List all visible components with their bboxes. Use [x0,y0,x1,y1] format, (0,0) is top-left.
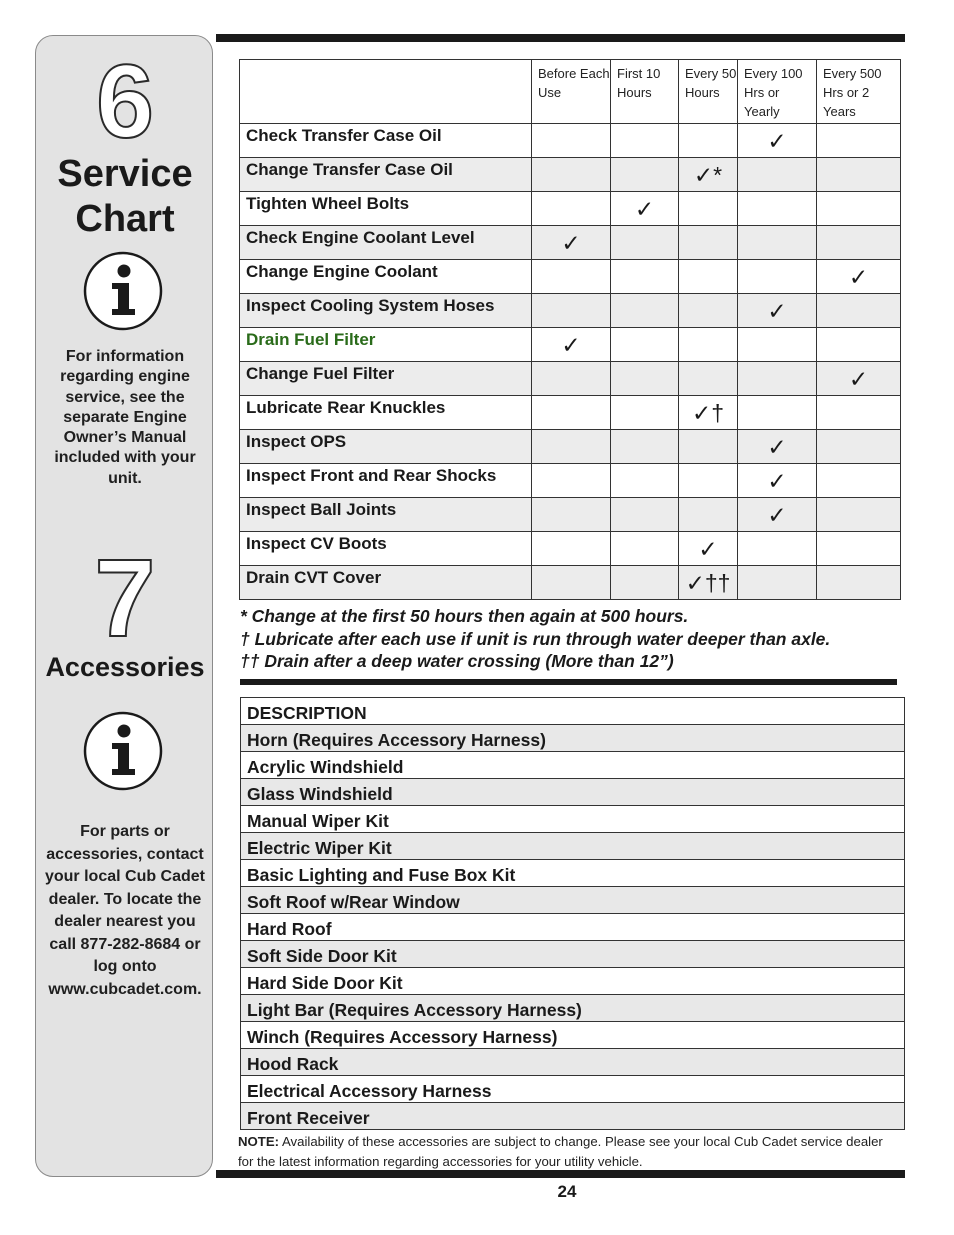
accessory-item: Hood Rack [241,1049,905,1076]
service-task: Lubricate Rear Knuckles [240,396,532,430]
page-number: 24 [557,1182,577,1201]
check-mark: ✓†† [685,569,731,596]
accessory-item: Hard Roof [241,914,905,941]
interval-cell [738,396,817,430]
interval-cell [532,328,611,362]
interval-cell [679,566,738,600]
interval-cell [817,532,901,566]
task-column-header [240,60,532,124]
check-mark: ✓ [767,297,787,324]
service-task: Change Fuel Filter [240,362,532,396]
check-mark: ✓ [698,535,718,562]
accessory-row [241,752,905,779]
interval-cell [738,124,817,158]
interval-cell [611,396,679,430]
accessory-item: Horn (Requires Accessory Harness) [241,725,905,752]
service-row [240,192,901,226]
service-chart-header-row [240,60,901,124]
check-mark: ✓ [767,501,787,528]
engine-service-note: For information regarding engine service, see the separate Engine Owner’s Manual included with your unit. [54,348,196,487]
interval-cell [532,532,611,566]
accessory-row [241,860,905,887]
check-mark: ✓ [767,127,787,154]
service-row [240,532,901,566]
interval-cell [532,396,611,430]
accessories-header: DESCRIPTION [241,698,905,725]
section-title-service-chart [36,152,214,242]
service-row [240,226,901,260]
service-chart-footnotes [240,605,830,673]
interval-cell [611,362,679,396]
interval-cell [738,498,817,532]
service-task: Drain CVT Cover [240,566,532,600]
accessories-note [238,1132,898,1172]
note-label: NOTE: [238,1134,280,1149]
interval-header: First 10 Hours [611,60,679,124]
interval-cell [738,294,817,328]
service-row [240,294,901,328]
service-row [240,328,901,362]
interval-cell [817,192,901,226]
interval-cell [532,158,611,192]
interval-cell [679,226,738,260]
accessories-header-row [241,698,905,725]
interval-cell [611,430,679,464]
check-mark: ✓† [691,399,725,426]
info-icon [83,251,163,331]
interval-cell [817,464,901,498]
accessory-item: Basic Lighting and Fuse Box Kit [241,860,905,887]
accessory-item: Electric Wiper Kit [241,833,905,860]
service-task: Inspect Ball Joints [240,498,532,532]
interval-cell [679,396,738,430]
sidebar [35,35,213,1177]
interval-cell [738,430,817,464]
interval-cell [532,566,611,600]
interval-cell [738,192,817,226]
interval-cell [738,226,817,260]
interval-cell [817,294,901,328]
footnote: * Change at the first 50 hours then again at 500 hours. [240,606,689,626]
accessory-item: Winch (Requires Accessory Harness) [241,1022,905,1049]
accessory-row [241,914,905,941]
accessory-row [241,995,905,1022]
bottom-rule [216,1170,905,1178]
check-mark: ✓ [561,229,581,256]
interval-header: Before Each Use [532,60,611,124]
service-row [240,498,901,532]
interval-cell [738,464,817,498]
service-row [240,158,901,192]
interval-cell [532,294,611,328]
service-row [240,260,901,294]
interval-cell [738,158,817,192]
service-row [240,464,901,498]
interval-cell [817,226,901,260]
accessory-item: Soft Side Door Kit [241,941,905,968]
interval-header: Every 100 Hrs or Yearly [738,60,817,124]
service-row [240,396,901,430]
interval-cell [817,158,901,192]
accessory-item: Manual Wiper Kit [241,806,905,833]
accessory-row [241,941,905,968]
interval-cell [611,294,679,328]
accessory-row [241,833,905,860]
interval-cell [611,532,679,566]
accessory-item: Light Bar (Requires Accessory Harness) [241,995,905,1022]
interval-cell [679,124,738,158]
note-text: Availability of these accessories are subject to change. Please see your local Cub Cadet service dealer for the latest information regarding accessories for your utility vehicle. [238,1134,883,1169]
service-row [240,566,901,600]
info-icon [83,711,163,791]
interval-cell [817,260,901,294]
interval-cell [532,192,611,226]
interval-cell [679,464,738,498]
interval-cell [817,498,901,532]
service-task: Change Engine Coolant [240,260,532,294]
interval-cell [817,362,901,396]
accessory-item: Hard Side Door Kit [241,968,905,995]
interval-cell [817,396,901,430]
service-task: Check Engine Coolant Level [240,226,532,260]
interval-cell [532,226,611,260]
interval-cell [679,192,738,226]
interval-header: Every 50 Hours [679,60,738,124]
accessory-item: Soft Roof w/Rear Window [241,887,905,914]
interval-cell [611,566,679,600]
interval-cell [738,362,817,396]
interval-cell [679,498,738,532]
service-row [240,362,901,396]
accessory-row [241,1049,905,1076]
interval-cell [611,328,679,362]
interval-cell [679,328,738,362]
accessory-item: Acrylic Windshield [241,752,905,779]
interval-cell [532,498,611,532]
interval-cell [817,328,901,362]
service-task: Inspect Front and Rear Shocks [240,464,532,498]
accessory-item: Glass Windshield [241,779,905,806]
service-chart-table [239,59,901,600]
interval-cell [532,362,611,396]
interval-cell [611,124,679,158]
check-mark: ✓ [561,331,581,358]
service-task: Change Transfer Case Oil [240,158,532,192]
service-task: Inspect CV Boots [240,532,532,566]
interval-cell [532,430,611,464]
interval-cell [817,124,901,158]
section-title-line1: Service [57,153,193,195]
check-mark: ✓ [634,195,655,222]
accessories-table [240,697,905,1130]
service-row [240,430,901,464]
check-mark: ✓ [767,467,787,494]
section-number-6: 6 [96,44,154,160]
interval-cell [611,192,679,226]
interval-cell [817,566,901,600]
accessory-row [241,779,905,806]
accessory-row [241,806,905,833]
check-mark: ✓ [767,433,787,460]
interval-cell [679,532,738,566]
section-title-line2: Chart [75,198,175,240]
top-rule [216,34,905,42]
interval-cell [738,532,817,566]
parts-contact-note: For parts or accessories, contact your local Cub Cadet dealer. To locate the dealer nearest you call 877-282-8684 or log onto www.cubcadet.com. [44,823,206,998]
interval-cell [679,294,738,328]
interval-cell [611,498,679,532]
interval-cell [738,566,817,600]
interval-cell [611,158,679,192]
accessory-item: Front Receiver [241,1103,905,1130]
interval-cell [679,260,738,294]
accessory-row [241,1022,905,1049]
accessory-row [241,968,905,995]
service-row [240,124,901,158]
service-task: Check Transfer Case Oil [240,124,532,158]
middle-rule [240,679,897,685]
accessory-row [241,1103,905,1130]
interval-cell [532,124,611,158]
interval-cell [679,430,738,464]
interval-cell [817,430,901,464]
interval-cell [532,260,611,294]
check-mark: ✓ [848,263,869,290]
check-mark: ✓ [848,365,869,392]
accessory-row [241,1076,905,1103]
accessory-item: Electrical Accessory Harness [241,1076,905,1103]
interval-cell [611,226,679,260]
service-task: Tighten Wheel Bolts [240,192,532,226]
check-mark: ✓* [693,161,723,188]
interval-cell [679,362,738,396]
section-title-accessories: Accessories [45,652,205,682]
section-number-7: 7 [94,537,156,660]
interval-cell [611,260,679,294]
interval-cell [532,464,611,498]
interval-cell [611,464,679,498]
interval-header: Every 500 Hrs or 2 Years [817,60,901,124]
interval-cell [738,260,817,294]
service-task: Inspect Cooling System Hoses [240,294,532,328]
accessory-row [241,887,905,914]
interval-cell [679,158,738,192]
service-task: Drain Fuel Filter [240,328,532,362]
service-task: Inspect OPS [240,430,532,464]
interval-cell [738,328,817,362]
footnote: †† Drain after a deep water crossing (More than 12”) [240,651,674,672]
accessory-row [241,725,905,752]
footnote: † Lubricate after each use if unit is run through water deeper than axle. [240,628,831,649]
